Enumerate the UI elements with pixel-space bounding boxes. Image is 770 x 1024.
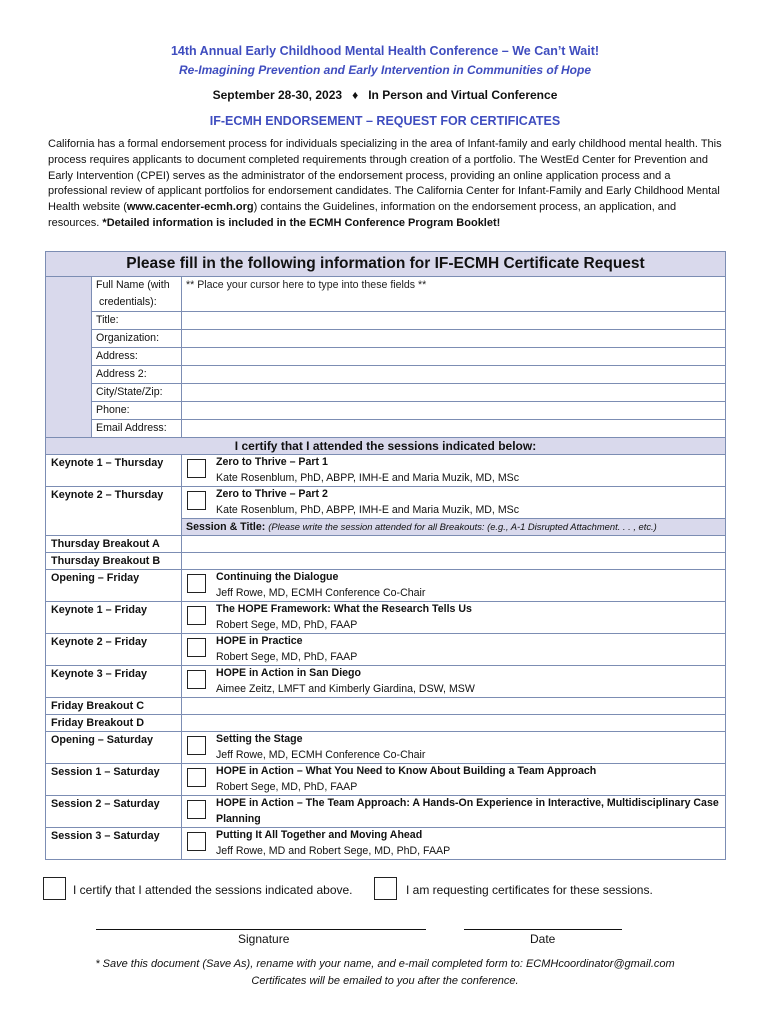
intro-paragraph [48, 137, 728, 232]
full-name-field[interactable]: ** Place your cursor here to type into these fields ** [182, 277, 726, 312]
footer-note: Certificates will be emailed to you after the conference. [251, 975, 519, 987]
session-presenter: Jeff Rowe, MD, ECMH Conference Co-Chair [216, 586, 426, 599]
session-label-keynote2-fri: Keynote 2 – Friday [46, 634, 182, 666]
session-checkbox[interactable] [187, 670, 206, 689]
session-title: Setting the Stage [216, 733, 303, 745]
session-checkbox[interactable] [187, 768, 206, 787]
session-presenter: Kate Rosenblum, PhD, ABPP, IMH-E and Maria Muzik, MD, MSc [216, 503, 520, 516]
session-checkbox[interactable] [187, 491, 206, 510]
session-checkbox[interactable] [187, 606, 206, 625]
session-presenter: Robert Sege, MD, PhD, FAAP [216, 780, 358, 793]
signature-line[interactable] [96, 929, 426, 930]
session-checkbox[interactable] [187, 638, 206, 657]
intro-text-2: ) contains the Guidelines, information on the endorsement process, an application, and resources. [48, 201, 677, 229]
conference-date: September 28-30, 2023 [212, 88, 343, 102]
session-keynote2-thu [182, 487, 726, 519]
session-presenter: Jeff Rowe, MD, ECMH Conference Co-Chair [216, 748, 426, 761]
website-link[interactable]: www.cacenter-ecmh.org [126, 201, 254, 214]
session-label-keynote1-thu: Keynote 1 – Thursday [46, 455, 182, 487]
session-label-session2-sat: Session 2 – Saturday [46, 796, 182, 828]
session-label-keynote3-fri: Keynote 3 – Friday [46, 666, 182, 698]
form-side-panel [46, 277, 92, 438]
certify-checkbox[interactable] [43, 877, 66, 900]
signature-label: Signature [238, 932, 290, 946]
session-checkbox[interactable] [187, 800, 206, 819]
intro-emphasis: *Detailed information is included in the ECMH Conference Program Booklet! [102, 216, 501, 229]
form-title: Please fill in the following information for IF-ECMH Certificate Request [46, 252, 726, 277]
session-presenter: Jeff Rowe, MD and Robert Sege, MD, PhD, FAAP [216, 844, 451, 857]
session-label-breakout-d: Friday Breakout D [46, 715, 182, 732]
session-keynote3-fri [182, 666, 726, 698]
title-label: Title: [92, 312, 182, 330]
session-checkbox[interactable] [187, 832, 206, 851]
session-title: HOPE in Action – What You Need to Know About Building a Team Approach [216, 765, 597, 777]
certify-header: I certify that I attended the sessions indicated below: [46, 438, 726, 455]
diamond-icon: ♦ [352, 88, 359, 102]
session-session3-sat [182, 828, 726, 860]
breakout-c-field[interactable] [182, 698, 726, 715]
session-label-session1-sat: Session 1 – Saturday [46, 764, 182, 796]
email-field[interactable] [182, 420, 726, 438]
organization-label: Organization: [92, 330, 182, 348]
section-title: IF-ECMH ENDORSEMENT – REQUEST FOR CERTIFICATES [209, 114, 561, 128]
title-field[interactable] [182, 312, 726, 330]
session-title: Putting It All Together and Moving Ahead [216, 829, 423, 841]
full-name-label: Full Name (with credentials): [92, 277, 182, 312]
session-session2-sat [182, 796, 726, 828]
session-label-breakout-c: Friday Breakout C [46, 698, 182, 715]
conference-date-line [0, 88, 770, 102]
conference-title: 14th Annual Early Childhood Mental Health Conference – We Can’t Wait! [170, 44, 600, 58]
session-title: Continuing the Dialogue [216, 571, 339, 583]
certificate-request-form [45, 251, 726, 860]
session-title: HOPE in Action in San Diego [216, 667, 361, 679]
address-label: Address: [92, 348, 182, 366]
session-checkbox[interactable] [187, 574, 206, 593]
certify-label: I certify that I attended the sessions indicated above. [73, 883, 353, 897]
city-state-zip-field[interactable] [182, 384, 726, 402]
session-opening-fri [182, 570, 726, 602]
conference-format: In Person and Virtual Conference [368, 88, 558, 102]
footer-instructions: * Save this document (Save As), rename with your name, and e-mail completed form to: ECMHcoordinator@gmail.com [95, 958, 675, 970]
session-label-keynote1-fri: Keynote 1 – Friday [46, 602, 182, 634]
session-label-opening-fri: Opening – Friday [46, 570, 182, 602]
phone-label: Phone: [92, 402, 182, 420]
session-keynote1-thu [182, 455, 726, 487]
city-state-zip-label: City/State/Zip: [92, 384, 182, 402]
date-line[interactable] [464, 929, 622, 930]
request-checkbox[interactable] [374, 877, 397, 900]
session-title: HOPE in Practice [216, 635, 303, 647]
phone-field[interactable] [182, 402, 726, 420]
session-presenter: Robert Sege, MD, PhD, FAAP [216, 650, 358, 663]
session-presenter: Aimee Zeitz, LMFT and Kimberly Giardina, DSW, MSW [216, 682, 475, 695]
address2-field[interactable] [182, 366, 726, 384]
organization-field[interactable] [182, 330, 726, 348]
breakout-a-field[interactable] [182, 536, 726, 553]
session-checkbox[interactable] [187, 736, 206, 755]
session-title: Zero to Thrive – Part 1 [216, 456, 328, 468]
session-presenter: Robert Sege, MD, PhD, FAAP [216, 618, 358, 631]
request-label: I am requesting certificates for these sessions. [406, 883, 653, 897]
session-title-instructions: Session & Title: (Please write the session attended for all Breakouts: (e.g., A-1 Disrupted Attachment. . . , etc.) [182, 519, 726, 536]
address2-label: Address 2: [92, 366, 182, 384]
session-title: The HOPE Framework: What the Research Tells Us [216, 603, 472, 615]
session-presenter: Kate Rosenblum, PhD, ABPP, IMH-E and Maria Muzik, MD, MSc [216, 471, 520, 484]
breakout-d-field[interactable] [182, 715, 726, 732]
session-title: Zero to Thrive – Part 2 [216, 488, 328, 500]
session-label-session3-sat: Session 3 – Saturday [46, 828, 182, 860]
intro-text-1: California has a formal endorsement process for individuals specializing in the area of Infant-family and early childhood mental health. This process requires applicants to document completed requirements through creation of a portfolio. The WestEd Center for Prevention and Early Intervention (CPEI) serves as the administrator of the endorsement process, providing an online application process and a professional review of applicant portfolios for endorsement candidates. The California Center for Infant-Family and Early Childhood Mental Health website ( [48, 138, 722, 214]
session-checkbox[interactable] [187, 459, 206, 478]
session-keynote2-fri [182, 634, 726, 666]
email-label: Email Address: [92, 420, 182, 438]
address-field[interactable] [182, 348, 726, 366]
session-label-opening-sat: Opening – Saturday [46, 732, 182, 764]
session-label-breakout-a: Thursday Breakout A [46, 536, 182, 553]
session-title: HOPE in Action – The Team Approach: A Hands-On Experience in Interactive, Multidisciplinary Case Planning [216, 797, 719, 825]
session-label-keynote2-thu: Keynote 2 – Thursday [46, 487, 182, 536]
session-session1-sat [182, 764, 726, 796]
date-label: Date [530, 932, 556, 946]
session-keynote1-fri [182, 602, 726, 634]
session-opening-sat [182, 732, 726, 764]
conference-subtitle: Re-Imagining Prevention and Early Intervention in Communities of Hope [178, 63, 592, 77]
session-label-breakout-b: Thursday Breakout B [46, 553, 182, 570]
breakout-b-field[interactable] [182, 553, 726, 570]
